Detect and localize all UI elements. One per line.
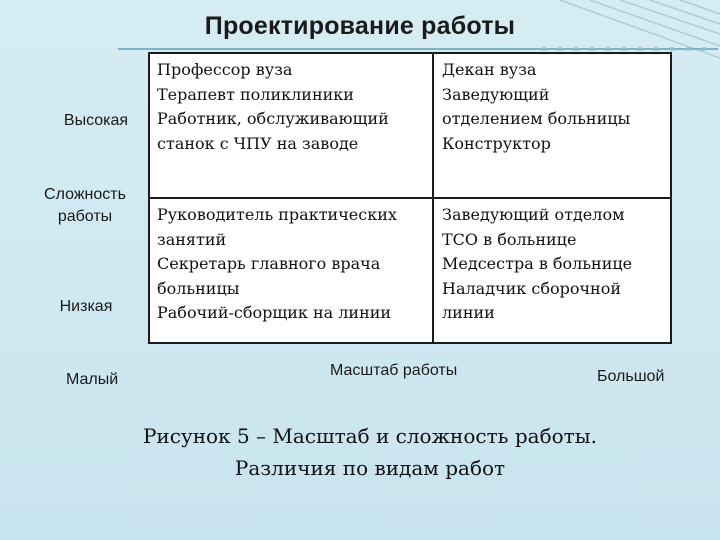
- cell-line: Заведующий отделом: [442, 205, 625, 224]
- cell-line: Медсестра в больнице: [442, 254, 633, 273]
- y-axis-title-line: работы: [57, 208, 113, 225]
- cell-line: Наладчик сборочной: [442, 278, 622, 298]
- cell-line: Декан вуза: [442, 60, 537, 79]
- caption-line: Рисунок 5 – Масштаб и сложность работы.: [142, 424, 598, 448]
- x-axis-small-label: Малый: [66, 371, 119, 388]
- x-axis-title: Масштаб работы: [330, 362, 458, 379]
- page-title: Проектирование работы: [204, 12, 516, 40]
- cell-low-complexity-small-scale: [157, 203, 432, 326]
- cell-line: Рабочий-сборщик на линии: [157, 303, 392, 322]
- cell-line: Профессор вуза: [157, 60, 293, 79]
- cell-low-complexity-large-scale: [442, 203, 670, 326]
- cell-line: линии: [442, 303, 495, 322]
- cell-line: Заведующий: [442, 84, 550, 104]
- cell-high-complexity-small-scale: [157, 58, 432, 156]
- cell-line: Работник, обслуживающий: [157, 109, 389, 128]
- cell-line: Секретарь главного врача: [157, 254, 381, 273]
- x-axis-large-label: Большой: [597, 368, 665, 385]
- cell-line: станок с ЧПУ на заводе: [157, 133, 359, 153]
- matrix-horizontal-divider: [150, 197, 670, 199]
- scale-complexity-matrix: [148, 52, 672, 344]
- caption-line: Различия по видам работ: [234, 456, 506, 480]
- cell-line: Руководитель практических: [157, 205, 397, 224]
- cell-high-complexity-large-scale: [442, 58, 670, 156]
- cell-line: Конструктор: [442, 133, 551, 153]
- y-axis-low-label: Низкая: [59, 298, 113, 315]
- y-axis-high-label: Высокая: [63, 112, 129, 129]
- cell-line: ТСО в больнице: [442, 229, 577, 249]
- cell-line: Терапевт поликлиники: [157, 84, 354, 104]
- cell-line: отделением больницы: [442, 109, 631, 128]
- y-axis-title-line: Сложность: [44, 186, 126, 203]
- y-axis-title: [30, 184, 140, 228]
- cell-line: больницы: [157, 278, 240, 298]
- cell-line: занятий: [157, 229, 227, 249]
- figure-caption: [60, 420, 680, 484]
